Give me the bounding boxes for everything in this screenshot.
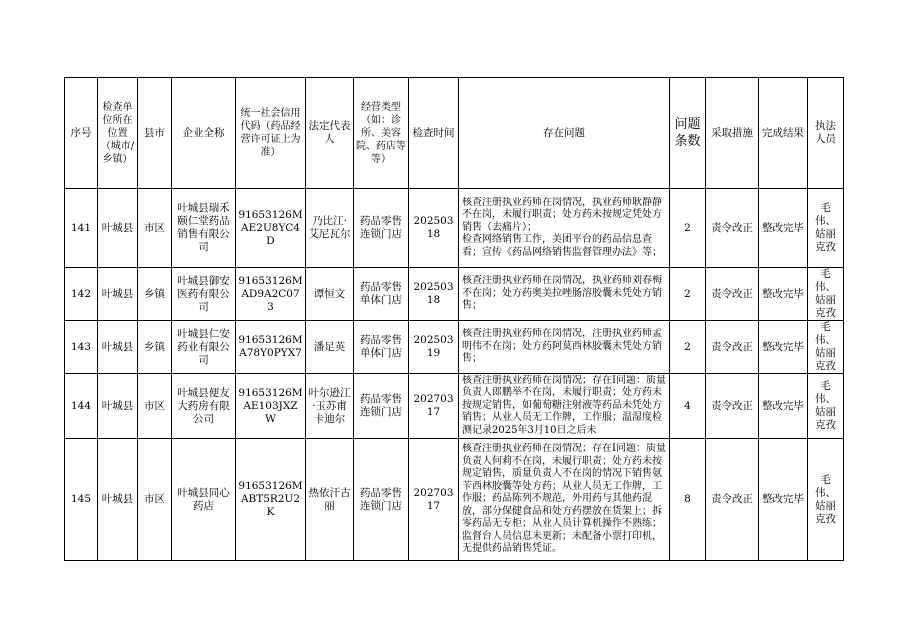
issue-line: 核查注册执业药师在岗情况，执业药师耿静静不在岗，未履行职责；处方药未按规定凭处方销售（去痛片）； [462,196,662,233]
cell-measures: 责令改正 [706,189,759,268]
cell-legal-rep: 热依汗古丽 [306,439,354,561]
cell-seq: 145 [65,439,98,561]
cell-measures: 责令改正 [706,321,759,374]
cell-location: 叶城县 [98,268,138,321]
header-business-type: 经营类型（如：诊所、美容院、药店等等） [354,78,409,189]
header-seq: 序号 [65,78,98,189]
cell-inspect-date: 20250318 [409,189,459,268]
header-legal-rep: 法定代表人 [306,78,354,189]
header-credit-code: 统一社会信用代码（药品经营许可证上为准） [236,78,306,189]
cell-issues [459,189,670,268]
cell-credit-code: 91653126MAE2U8YC4D [236,189,306,268]
cell-result: 整改完毕 [759,439,808,561]
cell-issue-count: 2 [670,189,706,268]
cell-enforcers: 毛伟、姑丽克孜 [808,268,844,321]
cell-result: 整改完毕 [759,321,808,374]
cell-county: 市区 [138,374,172,439]
table-row [65,374,844,439]
cell-issues [459,439,670,561]
inspection-table [64,77,844,561]
cell-result: 整改完毕 [759,374,808,439]
header-enforcers: 执法人员 [808,78,844,189]
cell-credit-code: 91653126MA78Y0PYX7 [236,321,306,374]
cell-enforcers: 毛伟、姑丽克孜 [808,374,844,439]
header-issues: 存在问题 [459,78,670,189]
cell-issue-count: 4 [670,374,706,439]
header-company: 企业全称 [172,78,236,189]
cell-measures: 责令改正 [706,374,759,439]
cell-company: 叶城县便友大药房有限公司 [172,374,236,439]
cell-issue-count: 8 [670,439,706,561]
issue-line: 核查注册执业药师在岗情况，注册执业药师孟明伟不在岗；处方药阿莫西林胶囊未凭处方销售； [462,328,662,365]
cell-measures: 责令改正 [706,268,759,321]
table-row [65,268,844,321]
table-row [65,439,844,561]
cell-county: 乡镇 [138,268,172,321]
cell-legal-rep: 潘足英 [306,321,354,374]
cell-location: 叶城县 [98,374,138,439]
header-issue-count: 问题条数 [670,78,706,189]
cell-issue-count: 2 [670,321,706,374]
cell-issues [459,374,670,439]
cell-issues [459,321,670,374]
table-row [65,189,844,268]
issue-line: 核查注册执业药师在岗情况；存在I问题：质量负责人郎鹏举不在岗，未履行职责；处方药未按规定销售，如葡萄糖注射液等药品未凭处方销售；从业人员无工作牌，工作服；温湿度检测记录2025年3月10日之后未 [462,374,666,436]
cell-credit-code: 91653126MAE103JXZW [236,374,306,439]
cell-inspect-date: 20270317 [409,439,459,561]
header-row [65,78,844,189]
cell-inspect-date: 20270317 [409,374,459,439]
cell-county: 乡镇 [138,321,172,374]
cell-inspect-date: 20250319 [409,321,459,374]
cell-company: 叶城县瑞禾颐仁堂药品销售有限公司 [172,189,236,268]
cell-result: 整改完毕 [759,189,808,268]
issue-line: 核查注册执业药师在岗情况；存在I问题：质量负责人何莉不在岗，未履行职责；处方药未按规定销售，质量负责人不在岗的情况下销售氨苄西林胶囊等处方药；从业人员无工作牌，工作服；药品陈列不规范，外用药与其他药混放，部分保健食品和处方药摆放在货架上；拆零药品无专柜；从业人员计算机操作不熟练；监督台人员信息未更新；未配备小票打印机，无提供药品销售凭证。 [462,443,666,555]
cell-county: 市区 [138,439,172,561]
cell-result: 整改完毕 [759,268,808,321]
cell-seq: 142 [65,268,98,321]
header-unit-location: 检查单位所在位置（城市/乡镇） [98,78,138,189]
cell-inspect-date: 20250318 [409,268,459,321]
cell-credit-code: 91653126MAD9A2C073 [236,268,306,321]
cell-location: 叶城县 [98,321,138,374]
header-inspect-date: 检查时间 [409,78,459,189]
cell-measures: 责令改正 [706,439,759,561]
cell-business-type: 药品零售连锁门店 [354,374,409,439]
cell-company: 叶城县同心药店 [172,439,236,561]
cell-legal-rep: 乃比江·艾尼瓦尔 [306,189,354,268]
cell-enforcers: 毛伟、姑丽克孜 [808,439,844,561]
cell-company: 叶城县仁安药业有限公司 [172,321,236,374]
cell-legal-rep: 叶尔逊江·玉苏甫卡迪尔 [306,374,354,439]
cell-business-type: 药品零售单体门店 [354,268,409,321]
cell-legal-rep: 谭恒文 [306,268,354,321]
cell-business-type: 药品零售连锁门店 [354,189,409,268]
cell-seq: 143 [65,321,98,374]
cell-seq: 144 [65,374,98,439]
cell-issues [459,268,670,321]
cell-credit-code: 91653126MABT5R2U2K [236,439,306,561]
header-result: 完成结果 [759,78,808,189]
cell-seq: 141 [65,189,98,268]
cell-location: 叶城县 [98,439,138,561]
table-row [65,321,844,374]
cell-county: 市区 [138,189,172,268]
cell-company: 叶城县御安医药有限公司 [172,268,236,321]
issue-line: 检查网络销售工作，美团平台的药品信息查看；宣传《药品网络销售监督管理办法》等； [462,234,662,258]
header-measures: 采取措施 [706,78,759,189]
issue-line: 核查注册执业药师在岗情况，执业药师刘春梅不在岗；处方药奥美拉唑肠溶胶囊未凭处方销售； [462,275,662,312]
cell-enforcers: 毛伟、姑丽克孜 [808,189,844,268]
cell-business-type: 药品零售连锁门店 [354,439,409,561]
cell-issue-count: 2 [670,268,706,321]
cell-enforcers: 毛伟、姑丽克孜 [808,321,844,374]
header-county: 县市 [138,78,172,189]
cell-business-type: 药品零售单体门店 [354,321,409,374]
cell-location: 叶城县 [98,189,138,268]
